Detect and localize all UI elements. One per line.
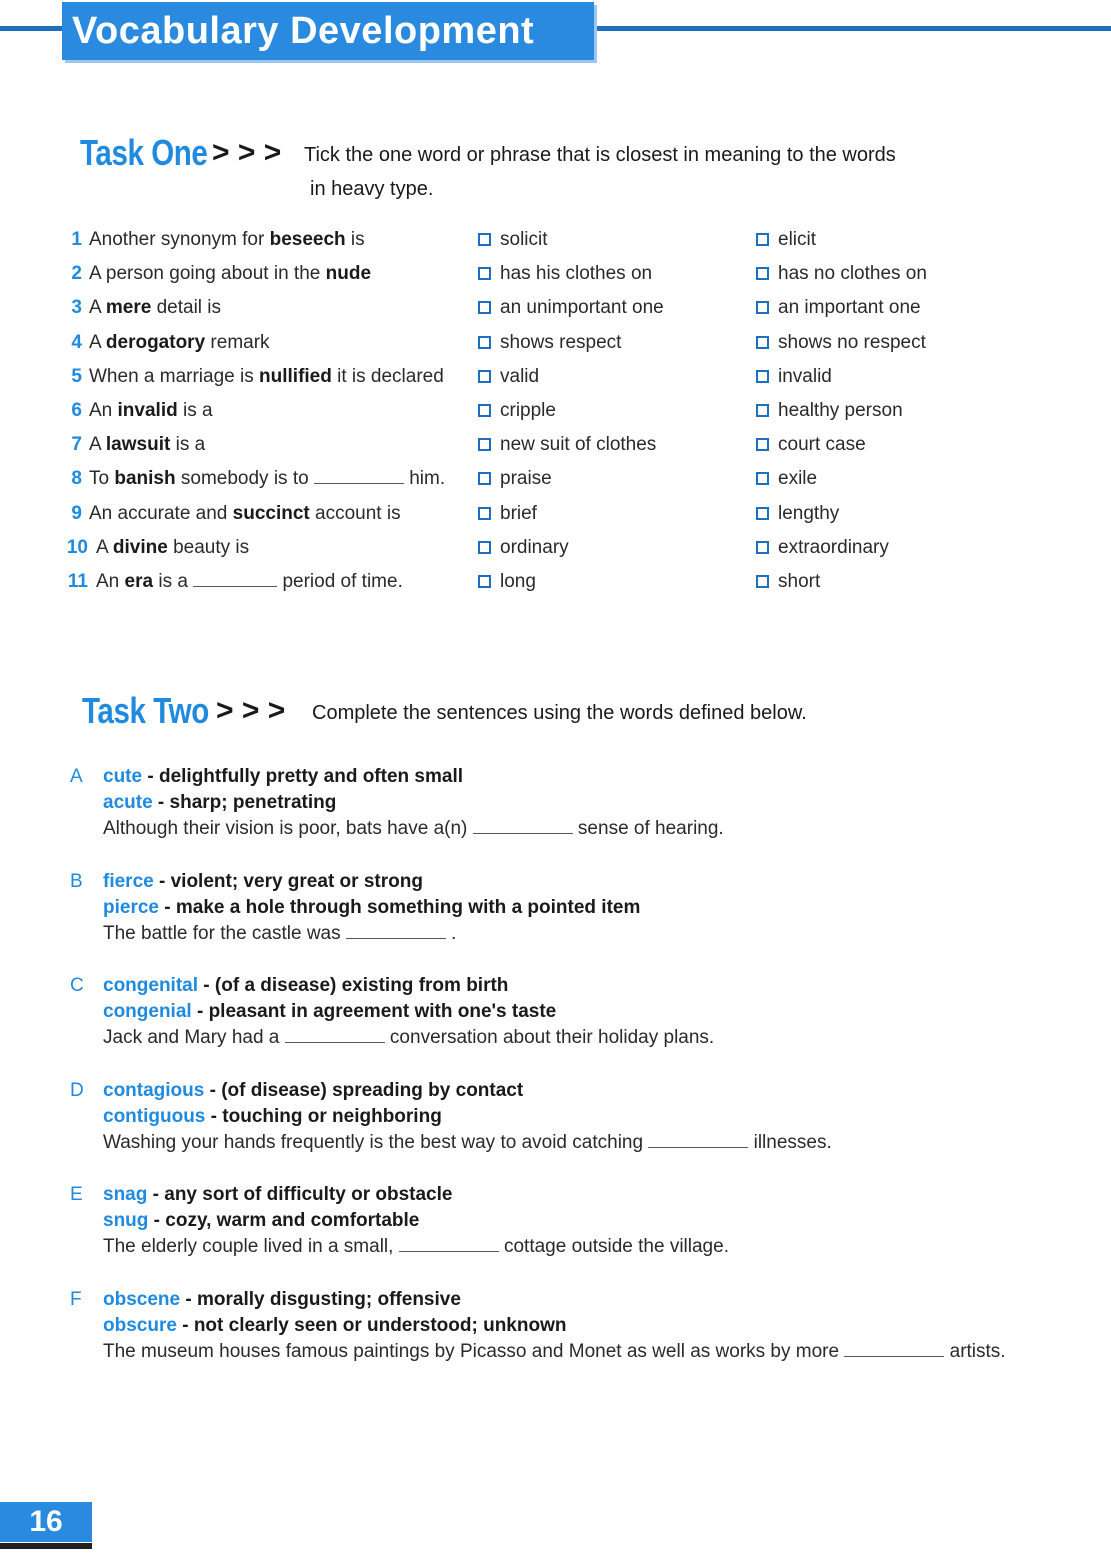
option-a-label: long (500, 571, 536, 592)
question-text-pre: An accurate and (89, 502, 233, 524)
dash: - (176, 1314, 194, 1336)
definition-line-1 (103, 1184, 452, 1206)
definition-line-1 (103, 1289, 461, 1311)
question-number: 5 (71, 365, 82, 387)
definition-line-2 (103, 1001, 556, 1023)
example-sentence (103, 1341, 1006, 1363)
question-keyword: banish (114, 468, 176, 490)
sentence-pre: Although their vision is poor, bats have a(n) (103, 818, 473, 839)
definition-line-2 (103, 1315, 566, 1337)
word-2: pierce (103, 896, 159, 918)
checkbox-a[interactable] (478, 336, 491, 349)
dash: - (153, 870, 171, 892)
checkbox-b[interactable] (756, 472, 769, 485)
item-letter: A (70, 766, 83, 787)
word-1: fierce (103, 870, 154, 892)
page-number: 16 (0, 1502, 92, 1542)
definition-1: morally disgusting; offensive (196, 1288, 461, 1310)
question-text (96, 571, 403, 593)
option-b[interactable] (756, 434, 866, 456)
option-b-label: an important one (778, 297, 921, 319)
dash: - (147, 1184, 165, 1205)
task-two-title: Task Two (82, 690, 209, 731)
section-title: Vocabulary Development (62, 2, 594, 60)
option-a-label: an unimportant one (500, 297, 664, 319)
definition-line-1 (103, 871, 423, 893)
question-text-pre: An (96, 571, 125, 592)
question-text-pre: To (89, 468, 115, 490)
task-two-arrows: > > > (216, 694, 286, 727)
definition-line-1 (103, 975, 508, 997)
task-one-instruction-line1: Tick the one word or phrase that is closest in meaning to the words (304, 144, 896, 166)
dash: - (148, 1210, 166, 1231)
option-a-label: brief (500, 502, 537, 524)
question-number: 10 (66, 536, 88, 558)
option-b-label: short (778, 571, 821, 592)
question-text-pre: A (89, 434, 106, 456)
option-b-label: elicit (778, 229, 817, 250)
item-letter: D (70, 1079, 84, 1101)
option-a[interactable] (478, 503, 537, 525)
option-a-label: praise (500, 468, 552, 490)
question-row (0, 400, 1111, 434)
definition-2: not clearly seen or understood; unknown (193, 1314, 567, 1336)
task-one-title: Task One (80, 132, 208, 173)
question-keyword: invalid (117, 400, 178, 421)
question-number: 1 (71, 229, 82, 250)
sentence-post: conversation about their holiday plans. (384, 1027, 715, 1048)
definition-2: sharp; penetrating (169, 792, 337, 813)
option-b[interactable] (756, 263, 927, 285)
question-text-pre: A person going about in the (89, 263, 326, 285)
question-text-post: is a (170, 434, 206, 456)
dash: - (180, 1288, 197, 1310)
option-b-label: healthy person (778, 400, 903, 421)
question-text (89, 400, 213, 422)
question-row (0, 468, 1111, 502)
word-2: contiguous (103, 1105, 206, 1127)
option-a-label: ordinary (500, 536, 569, 558)
dash: - (142, 766, 159, 787)
sentence-post: cottage outside the village. (498, 1236, 729, 1257)
question-number: 3 (71, 297, 82, 319)
option-b[interactable] (756, 332, 926, 354)
answer-blank[interactable] (346, 937, 446, 939)
definition-line-2 (103, 1210, 419, 1232)
question-text-pre: When a marriage is (89, 365, 260, 387)
question-row (0, 366, 1111, 400)
option-b-label: shows no respect (778, 331, 926, 353)
question-text (89, 366, 444, 388)
checkbox-b[interactable] (756, 370, 769, 383)
definition-1: delightfully pretty and often small (158, 766, 463, 787)
question-keyword: mere (105, 297, 152, 319)
word-2: obscure (103, 1314, 177, 1336)
word-1: contagious (103, 1079, 205, 1101)
dash: - (205, 1105, 223, 1127)
option-b[interactable] (756, 229, 816, 251)
question-text-after: period of time. (277, 571, 403, 592)
example-sentence (103, 923, 456, 945)
word-2: congenial (103, 1001, 192, 1022)
option-a-label: has his clothes on (500, 263, 653, 285)
option-b[interactable] (756, 571, 820, 593)
sentence-post: . (445, 922, 457, 944)
sentence-post: artists. (944, 1340, 1006, 1362)
question-text-post: is (345, 229, 365, 250)
sentence-pre: The museum houses famous paintings by Picasso and Monet as well as works by more (103, 1340, 845, 1362)
question-number: 11 (67, 571, 88, 592)
word-1: congenital (103, 975, 199, 996)
checkbox-b[interactable] (756, 438, 769, 451)
checkbox-b[interactable] (756, 507, 769, 520)
option-a[interactable] (478, 366, 539, 388)
sentence-pre: Jack and Mary had a (103, 1027, 285, 1048)
question-text-post: is a (177, 400, 213, 421)
question-number: 4 (71, 331, 82, 353)
question-text-post: detail is (151, 297, 222, 319)
question-row (0, 229, 1111, 263)
question-row (0, 297, 1111, 331)
definition-line-1 (103, 1080, 523, 1102)
question-number: 7 (71, 434, 82, 456)
dash: - (198, 975, 215, 996)
definition-2: cozy, warm and comfortable (165, 1210, 420, 1231)
question-text (89, 297, 221, 319)
question-text (89, 468, 445, 490)
checkbox-a[interactable] (478, 507, 491, 520)
question-keyword: succinct (232, 502, 310, 524)
page-bottom-rule (0, 1543, 92, 1549)
question-text-post: somebody is to (175, 468, 314, 490)
answer-blank[interactable] (844, 1355, 944, 1357)
option-b[interactable] (756, 468, 817, 490)
question-row (0, 332, 1111, 366)
question-text-pre: A (96, 536, 113, 558)
option-a[interactable] (478, 434, 656, 456)
sentence-pre: The battle for the castle was (103, 922, 346, 944)
answer-blank (193, 585, 277, 587)
answer-blank (314, 482, 404, 484)
item-letter: F (70, 1288, 82, 1310)
sentence-post: illnesses. (748, 1131, 832, 1153)
question-text (89, 332, 270, 354)
definition-1: (of disease) spreading by contact (221, 1079, 524, 1101)
option-a[interactable] (478, 537, 569, 559)
sentence-pre: The elderly couple lived in a small, (103, 1236, 399, 1257)
sentence-post: sense of hearing. (572, 818, 724, 839)
checkbox-b[interactable] (756, 404, 769, 417)
option-a-label: new suit of clothes (500, 434, 657, 456)
definition-1: (of a disease) existing from birth (214, 975, 509, 996)
example-sentence (103, 818, 724, 840)
question-text-pre: An (89, 400, 118, 421)
question-row (0, 503, 1111, 537)
question-text-post: account is (309, 502, 401, 524)
checkbox-a[interactable] (478, 267, 491, 280)
definition-2: touching or neighboring (222, 1105, 442, 1127)
option-b-label: lengthy (778, 502, 840, 524)
question-text-after: him. (403, 468, 446, 490)
question-row (0, 571, 1111, 605)
option-b[interactable] (756, 400, 903, 422)
checkbox-a[interactable] (478, 404, 491, 417)
example-sentence (103, 1132, 832, 1154)
question-text (89, 229, 365, 251)
definition-1: violent; very great or strong (170, 870, 423, 892)
question-row (0, 537, 1111, 571)
task-one-arrows: > > > (212, 136, 282, 169)
task-one-instruction-line2: in heavy type. (310, 178, 434, 200)
option-a[interactable] (478, 263, 652, 285)
question-text-post: beauty is (167, 536, 250, 558)
checkbox-b[interactable] (756, 233, 769, 246)
answer-blank[interactable] (473, 832, 573, 834)
option-a-label: solicit (500, 229, 548, 250)
checkbox-b[interactable] (756, 336, 769, 349)
question-text-post: it is declared (331, 365, 444, 387)
word-2: acute (103, 792, 153, 813)
dash: - (191, 1001, 209, 1022)
sentence-pre: Washing your hands frequently is the best way to avoid catching (103, 1131, 649, 1153)
option-a[interactable] (478, 468, 552, 490)
checkbox-a[interactable] (478, 575, 491, 588)
option-a[interactable] (478, 400, 556, 422)
item-letter: C (70, 975, 84, 996)
option-a-label: valid (500, 365, 540, 387)
option-a[interactable] (478, 297, 664, 319)
question-number: 8 (71, 468, 82, 490)
checkbox-b[interactable] (756, 575, 769, 588)
definition-line-2 (103, 792, 336, 814)
option-a[interactable] (478, 332, 621, 354)
checkbox-a[interactable] (478, 370, 491, 383)
definition-line-1 (103, 766, 463, 788)
item-letter: B (70, 870, 83, 892)
option-b[interactable] (756, 503, 839, 525)
definition-2: pleasant in agreement with one's taste (208, 1001, 557, 1022)
question-text (89, 434, 205, 456)
option-b[interactable] (756, 366, 832, 388)
checkbox-a[interactable] (478, 472, 491, 485)
question-row (0, 434, 1111, 468)
option-b-label: extraordinary (778, 536, 889, 558)
item-letter: E (70, 1184, 83, 1205)
checkbox-a[interactable] (478, 438, 491, 451)
definition-line-2 (103, 1106, 442, 1128)
question-text-post: remark (205, 331, 270, 353)
question-text-pre: A (89, 297, 106, 319)
word-1: obscene (103, 1288, 181, 1310)
question-keyword: nullified (259, 365, 332, 387)
question-text-pre: Another synonym for (89, 229, 270, 250)
word-2: snug (103, 1210, 149, 1231)
example-sentence (103, 1027, 714, 1049)
question-keyword: era (124, 571, 154, 592)
question-number: 2 (71, 263, 82, 285)
question-text-pre: A (89, 331, 106, 353)
option-a-label: cripple (500, 400, 556, 421)
question-text (89, 263, 371, 285)
question-row (0, 263, 1111, 297)
option-a[interactable] (478, 229, 548, 251)
question-number: 9 (71, 502, 82, 524)
word-1: cute (103, 766, 143, 787)
dash: - (158, 896, 176, 918)
question-keyword: nude (325, 263, 372, 285)
question-text-post: is a (153, 571, 194, 592)
question-keyword: beseech (269, 229, 346, 250)
option-a[interactable] (478, 571, 536, 593)
task-two-instruction: Complete the sentences using the words defined below. (312, 702, 807, 724)
question-text (96, 537, 249, 559)
definition-1: any sort of difficulty or obstacle (164, 1184, 453, 1205)
example-sentence (103, 1236, 729, 1258)
dash: - (204, 1079, 222, 1101)
question-keyword: lawsuit (105, 434, 171, 456)
definition-line-2 (103, 897, 640, 919)
checkbox-a[interactable] (478, 541, 491, 554)
question-keyword: divine (112, 536, 168, 558)
option-b-label: court case (778, 434, 866, 456)
checkbox-b[interactable] (756, 301, 769, 314)
option-a-label: shows respect (500, 331, 622, 353)
option-b[interactable] (756, 297, 921, 319)
question-text (89, 503, 401, 525)
checkbox-b[interactable] (756, 267, 769, 280)
checkbox-a[interactable] (478, 233, 491, 246)
question-number: 6 (71, 400, 82, 421)
checkbox-b[interactable] (756, 541, 769, 554)
answer-blank[interactable] (399, 1250, 499, 1252)
option-b-label: invalid (778, 365, 832, 387)
answer-blank[interactable] (285, 1041, 385, 1043)
answer-blank[interactable] (648, 1146, 748, 1148)
question-keyword: derogatory (105, 331, 206, 353)
dash: - (152, 792, 170, 813)
checkbox-a[interactable] (478, 301, 491, 314)
option-b-label: has no clothes on (778, 263, 927, 285)
definition-2: make a hole through something with a pointed item (175, 896, 641, 918)
word-1: snag (103, 1184, 148, 1205)
option-b[interactable] (756, 537, 889, 559)
option-b-label: exile (778, 468, 818, 490)
